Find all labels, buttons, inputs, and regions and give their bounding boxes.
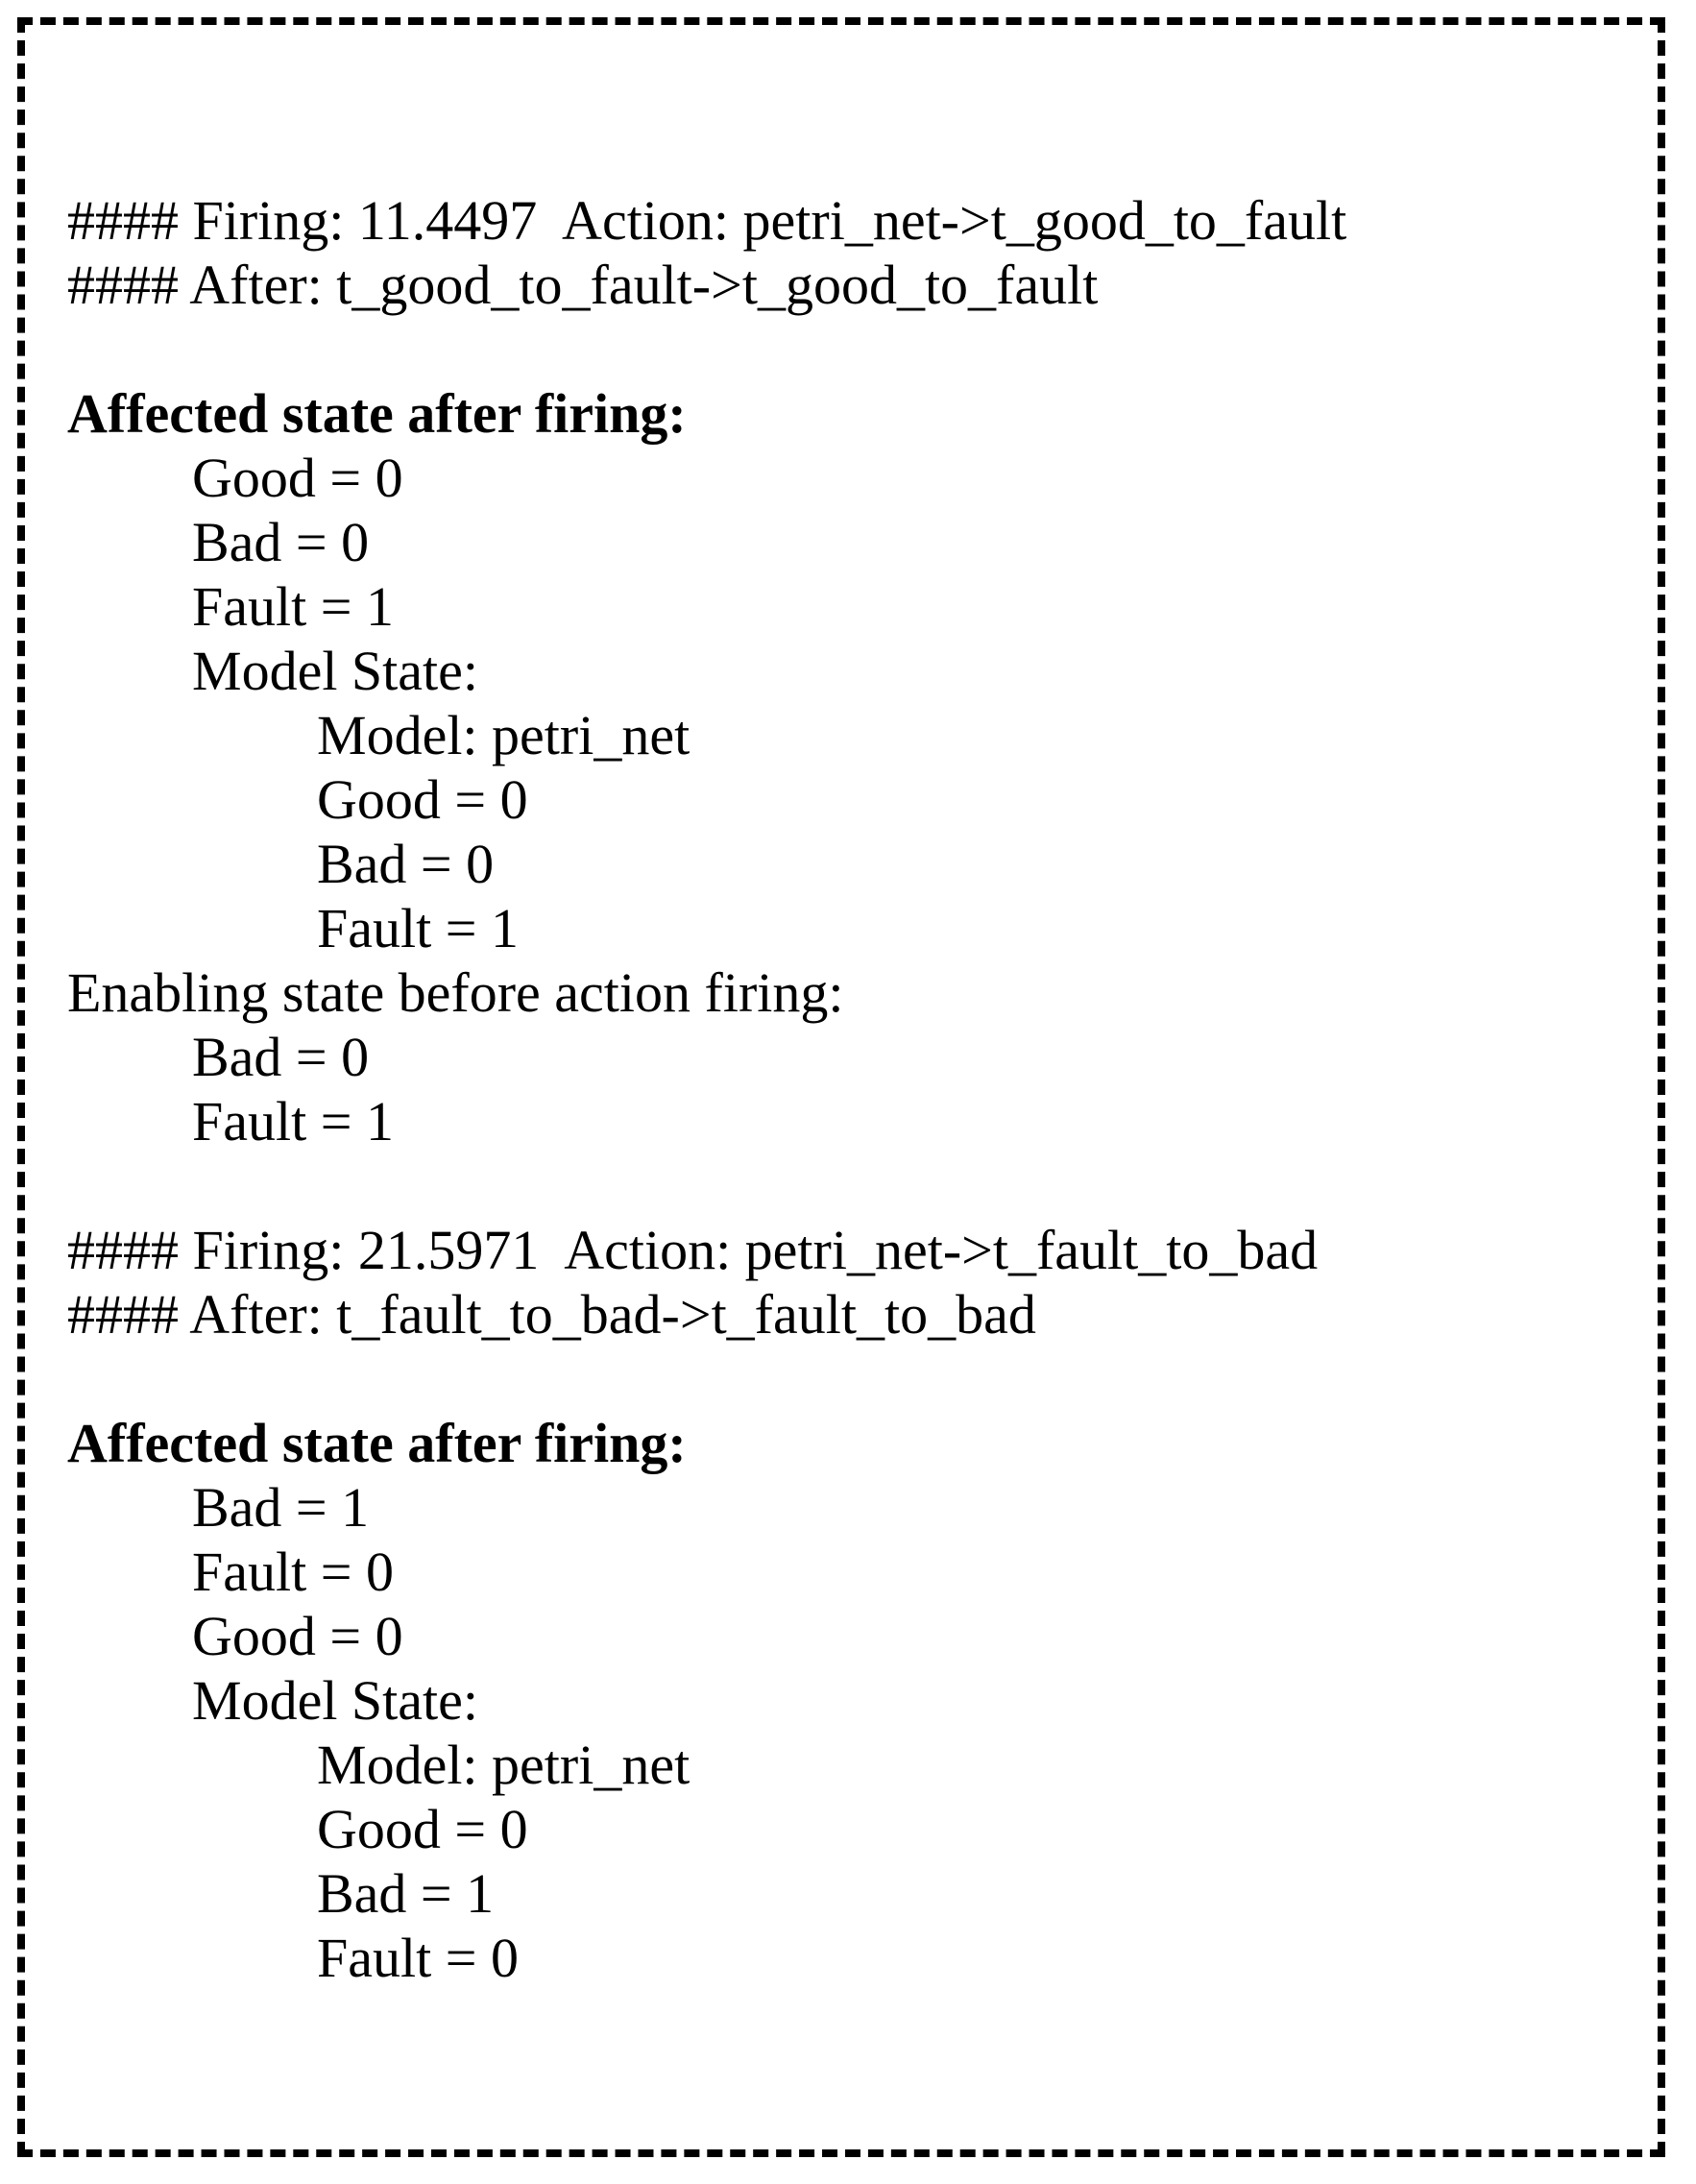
model-state-value: Bad = 0 (317, 833, 495, 895)
model-state-value: Model: petri_net (317, 704, 691, 766)
model-state-label: Model State: (192, 1669, 479, 1732)
affected-state-value: Good = 0 (192, 1605, 403, 1667)
spacer (67, 1347, 1642, 1411)
model-state-value: Fault = 0 (317, 1927, 519, 1989)
model-state-value: Bad = 1 (317, 1862, 495, 1925)
after-line: #### After: t_good_to_fault->t_good_to_fault (67, 254, 1099, 316)
affected-state-value: Fault = 0 (192, 1541, 394, 1603)
model-state-value: Fault = 1 (317, 897, 519, 959)
enabling-state-value: Fault = 1 (192, 1090, 394, 1153)
enabling-state-heading: Enabling state before action firing: (67, 961, 844, 1024)
affected-state-value: Good = 0 (192, 447, 403, 509)
affected-state-heading: Affected state after firing: (67, 382, 687, 445)
spacer (67, 317, 1642, 381)
log-content (67, 188, 1642, 1990)
enabling-state-value: Bad = 0 (192, 1026, 370, 1088)
affected-state-heading: Affected state after firing: (67, 1412, 687, 1474)
model-state-value: Good = 0 (317, 1798, 528, 1860)
affected-state-value: Bad = 1 (192, 1476, 370, 1539)
spacer (67, 1153, 1642, 1218)
model-state-label: Model State: (192, 640, 479, 702)
firing-line: #### Firing: 21.5971 Action: petri_net->t_fault_to_bad (67, 1219, 1319, 1281)
model-state-value: Model: petri_net (317, 1734, 691, 1796)
affected-state-value: Bad = 0 (192, 511, 370, 573)
after-line: #### After: t_fault_to_bad->t_fault_to_bad (67, 1283, 1036, 1346)
model-state-value: Good = 0 (317, 768, 528, 831)
firing-line: #### Firing: 11.4497 Action: petri_net->t_good_to_fault (67, 189, 1347, 252)
affected-state-value: Fault = 1 (192, 575, 394, 638)
